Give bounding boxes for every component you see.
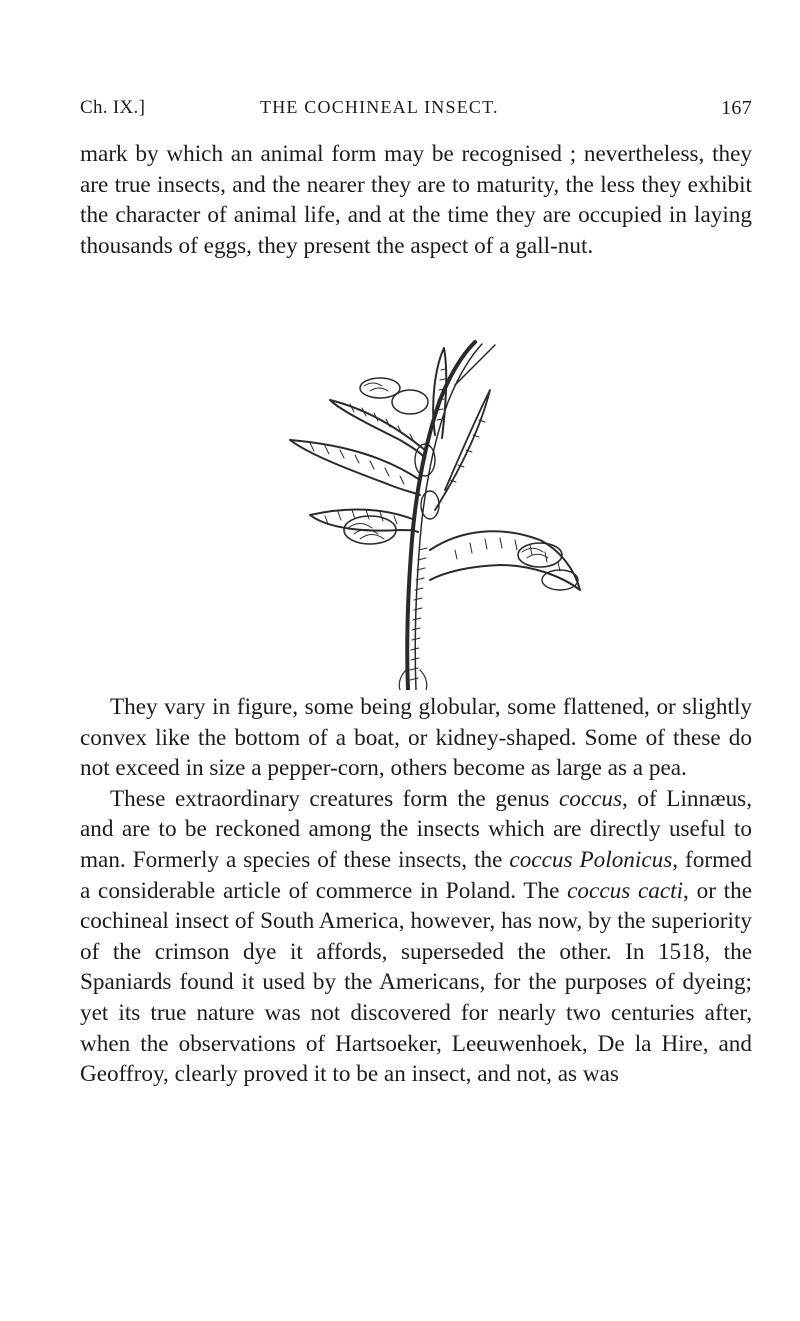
text-run: , or the cochineal insect of South America, however, has now, by the superiority of the crimson dye it affords, superseded the other. In 1518, the Spaniards found it used by the Americans, for the purposes of dyeing; yet its true nature was not discovered for nearly two centuries after, when the observations of Hartsoeker, Leeuwenhoek, De la Hire, and Geoffroy, clearly proved it to be an insect, and not, as was bbox=[80, 877, 752, 1088]
running-title: THE COCHINEAL INSECT. bbox=[260, 97, 499, 117]
engraving-svg bbox=[230, 340, 610, 690]
cochineal-on-cactus-illustration bbox=[230, 340, 610, 690]
paragraph-vary-in-figure: They vary in figure, some being globular, some flattened, or slightly convex like the bottom of a boat, or kidney-shaped. Some of these do not exceed in size a pepper-corn, others become as large as a pea. bbox=[80, 694, 752, 782]
paragraph-genus-coccus bbox=[80, 784, 752, 1090]
text-run: , of Linnæus, and are to be reckoned among the insects which are directly useful to man. Formerly a species of these insects, the bbox=[80, 785, 752, 873]
italic-term-coccus-polonicus: coccus Polonicus bbox=[509, 846, 673, 873]
italic-term-coccus: coccus bbox=[558, 785, 623, 812]
text-block-top bbox=[80, 139, 752, 261]
text-block-bottom bbox=[80, 692, 752, 1090]
text-run: These extraordinary creatures form the genus bbox=[110, 785, 559, 812]
paragraph-continued: mark by which an animal form may be recognised ; nevertheless, they are true insects, and the nearer they are to maturity, the less they exhibit the character of animal life, and at the time they are occupied in laying thousands of eggs, they present the aspect of a gall-nut. bbox=[80, 141, 752, 259]
running-head bbox=[80, 97, 752, 121]
page-number: 167 bbox=[721, 97, 752, 119]
chapter-reference: Ch. IX.] bbox=[80, 97, 146, 118]
text-run: , formed a considerable article of commerce in Poland. The bbox=[80, 846, 752, 904]
italic-term-coccus-cacti: coccus cacti bbox=[567, 877, 684, 904]
